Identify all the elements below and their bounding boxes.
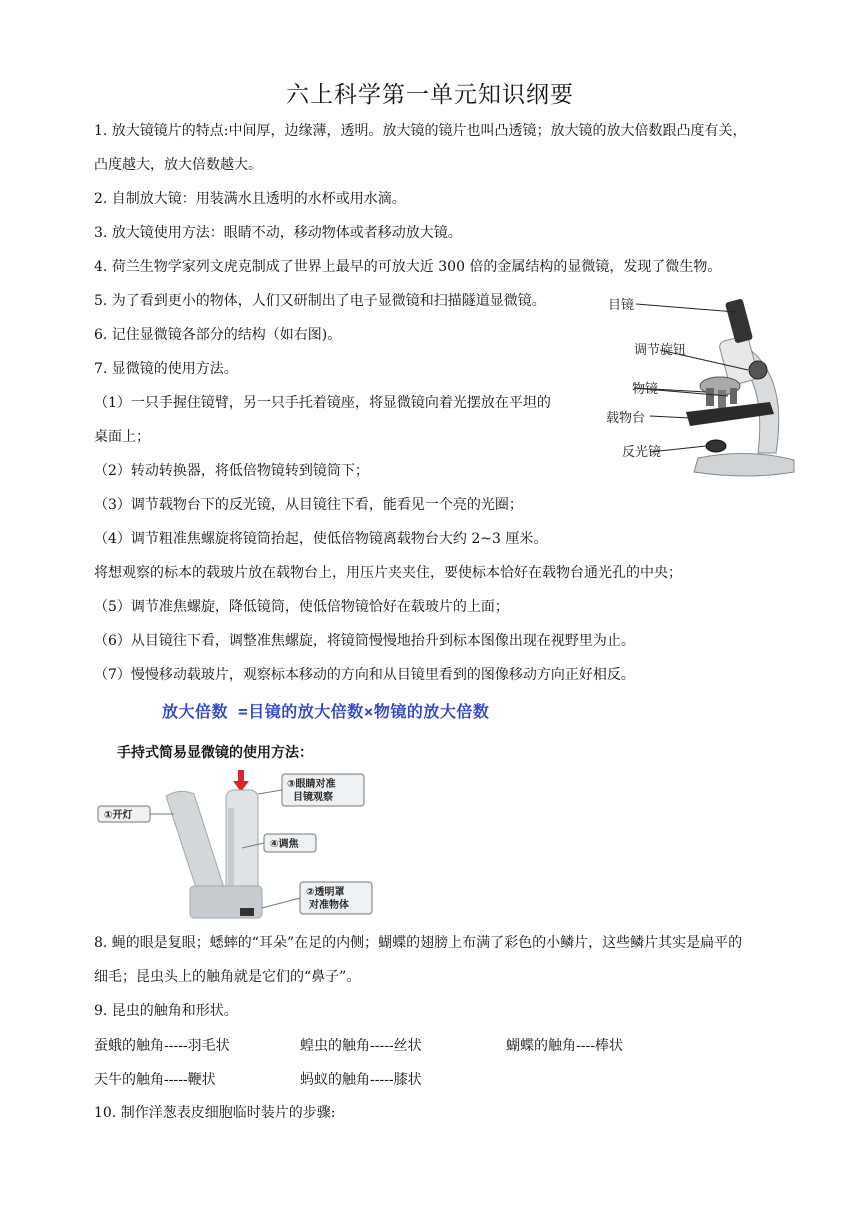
handheld-heading: 手持式简易显微镜的使用方法： [117, 744, 313, 760]
magnification-formula: 放大倍数 =目镜的放大倍数×物镜的放大倍数 [162, 702, 490, 721]
item-4: 4. 荷兰生物学家列文虎克制成了世界上最早的可放大近 300 倍的金属结构的显微镜，发现了微生物。 [94, 259, 722, 275]
item-5: 5. 为了看到更小的物体，人们又研制出了电子显微镜和扫描隧道显微镜。 [94, 293, 546, 309]
label-eyepiece: 目镜 [608, 297, 635, 312]
item-6: 6. 记住显微镜各部分的结构（如右图)。 [94, 327, 342, 343]
step-5: （5）调节准焦螺旋，降低镜筒，使低倍物镜恰好在载玻片的上面； [94, 599, 509, 615]
step-1-line-2: 桌面上； [94, 429, 150, 445]
item-10: 10. 制作洋葱表皮细胞临时装片的步骤: [94, 1105, 336, 1121]
label-stage: 载物台 [606, 410, 646, 425]
item-8-line-2: 细毛；昆虫头上的触角就是它们的“鼻子”。 [94, 969, 361, 985]
label-mirror: 反光镜 [622, 444, 662, 459]
bubble-cover-line-2: 对准物体 [309, 900, 349, 911]
item-9: 9. 昆虫的触角和形状。 [94, 1003, 238, 1019]
item-3: 3. 放大镜使用方法：眼睛不动，移动物体或者移动放大镜。 [94, 225, 462, 241]
bubble-turn-on-light: ①开灯 [104, 810, 133, 821]
label-knob: 调节旋钮 [634, 342, 687, 357]
step-3: （3）调节载物台下的反光镜，从目镜往下看，能看见一个亮的光圈； [94, 497, 523, 513]
bubble-eye-align-line-1: ③眼睛对准 [287, 779, 336, 790]
item-1-line-2: 凸度越大，放大倍数越大。 [94, 157, 262, 173]
antenna-silkmoth: 蚕蛾的触角-----羽毛状 [94, 1038, 230, 1054]
step-2: （2）转动转换器，将低倍物镜转到镜筒下； [94, 463, 369, 479]
antenna-longhorn-beetle: 天牛的触角-----鞭状 [94, 1072, 216, 1088]
handheld-microscope-diagram [94, 768, 374, 923]
step-6: （6）从目镜往下看，调整准焦螺旋，将镜筒慢慢地抬升到标本图像出现在视野里为止。 [94, 633, 635, 649]
step-4: （4）调节粗准焦螺旋将镜筒抬起，使低倍物镜离载物台大约 2~3 厘米。 [94, 531, 548, 547]
step-1-line-1: （1）一只手握住镜臂，另一只手托着镜座，将显微镜向着光摆放在平坦的 [94, 395, 551, 411]
label-objective: 物镜 [632, 381, 659, 396]
step-4-continued: 将想观察的标本的载玻片放在载物台上，用压片夹夹住，要使标本恰好在载物台通光孔的中央； [94, 565, 682, 581]
bubble-focus: ④调焦 [270, 839, 299, 850]
page-title: 六上科学第一单元知识纲要 [286, 82, 574, 108]
item-8-line-1: 8. 蝇的眼是复眼；蟋蟀的“耳朵”在足的内侧；蝴蝶的翅膀上布满了彩色的小鳞片，这些鳞片其实是扁平的 [94, 935, 743, 951]
item-7: 7. 显微镜的使用方法。 [94, 361, 238, 377]
bubble-cover-line-1: ②透明罩 [306, 887, 345, 898]
antenna-butterfly: 蝴蝶的触角----棒状 [506, 1038, 623, 1054]
bubble-eye-align-line-2: 目镜观察 [293, 792, 333, 803]
step-7: （7）慢慢移动载玻片，观察标本移动的方向和从目镜里看到的图像移动方向正好相反。 [94, 667, 635, 683]
item-2: 2. 自制放大镜：用装满水且透明的水杯或用水滴。 [94, 191, 406, 207]
microscope-diagram [598, 288, 798, 488]
antenna-ant: 蚂蚁的触角-----膝状 [300, 1072, 422, 1088]
antenna-locust: 蝗虫的触角-----丝状 [300, 1038, 422, 1054]
item-1-line-1: 1. 放大镜镜片的特点:中间厚，边缘薄，透明。放大镜的镜片也叫凸透镜；放大镜的放大倍数跟凸度有关， [94, 123, 747, 139]
